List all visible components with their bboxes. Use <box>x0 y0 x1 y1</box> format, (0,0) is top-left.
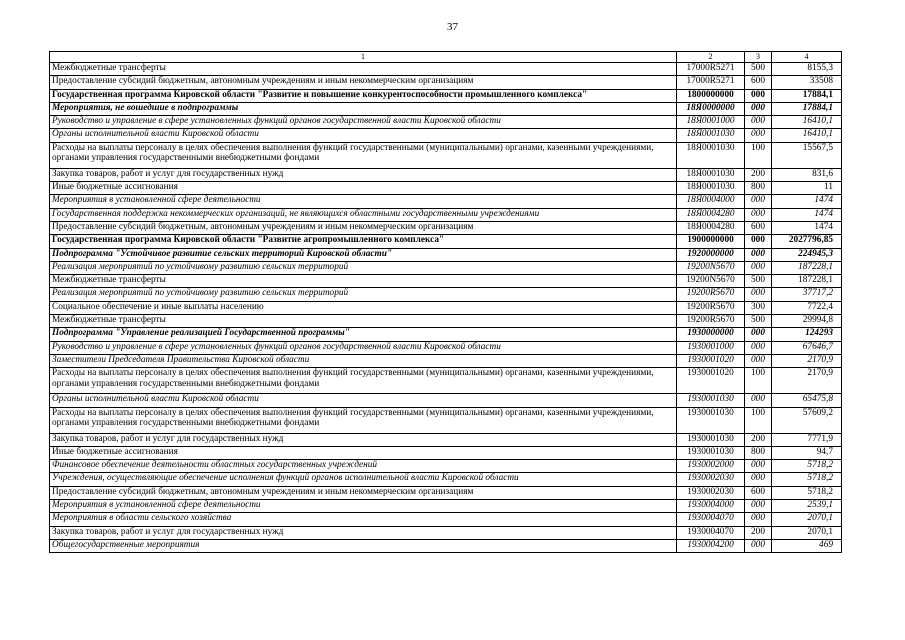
budget-table <box>49 51 842 553</box>
table-row <box>50 433 842 446</box>
row-code-cell: 18Я0001030 <box>677 182 745 195</box>
row-amount-cell: 1474 <box>772 195 842 208</box>
row-name-cell: Мероприятия, не вошедшие в подпрограммы <box>50 102 677 115</box>
row-name-cell: Реализация мероприятий по устойчивому развитию сельских территорий <box>50 288 677 301</box>
row-name-cell: Подпрограмма "Управление реализацией Государственной программы" <box>50 328 677 341</box>
row-code-cell: 18Я0001030 <box>677 129 745 142</box>
row-type-cell: 200 <box>745 526 772 539</box>
row-code-cell: 19200N5670 <box>677 275 745 288</box>
table-row <box>50 235 842 248</box>
table-row <box>50 275 842 288</box>
row-type-cell: 000 <box>745 129 772 142</box>
row-code-cell: 1930001030 <box>677 394 745 407</box>
row-code-cell: 1930001030 <box>677 446 745 459</box>
row-type-cell: 000 <box>745 89 772 102</box>
row-name-cell: Предоставление субсидий бюджетным, автономным учреждениям и иным некоммерческим организациям <box>50 486 677 499</box>
table-header-row <box>50 52 842 63</box>
row-code-cell: 1920000000 <box>677 248 745 261</box>
row-amount-cell: 37717,2 <box>772 288 842 301</box>
row-amount-cell: 2070,1 <box>772 513 842 526</box>
row-type-cell: 000 <box>745 116 772 129</box>
row-name-cell: Мероприятия в установленной сфере деятельности <box>50 500 677 513</box>
row-type-cell: 000 <box>745 248 772 261</box>
row-type-cell: 100 <box>745 142 772 168</box>
row-type-cell: 200 <box>745 433 772 446</box>
row-amount-cell: 8155,3 <box>772 63 842 76</box>
row-code-cell: 18Я0004000 <box>677 195 745 208</box>
row-type-cell: 200 <box>745 168 772 181</box>
header-col-name: 1 <box>50 52 677 63</box>
table-row <box>50 460 842 473</box>
table-row <box>50 221 842 234</box>
table-row <box>50 208 842 221</box>
row-amount-cell: 65475,8 <box>772 394 842 407</box>
row-name-cell: Закупка товаров, работ и услуг для государственных нужд <box>50 433 677 446</box>
row-type-cell: 000 <box>745 261 772 274</box>
table-row <box>50 288 842 301</box>
table-row <box>50 394 842 407</box>
row-code-cell: 1930001020 <box>677 354 745 367</box>
row-amount-cell: 5718,2 <box>772 460 842 473</box>
row-amount-cell: 7771,9 <box>772 433 842 446</box>
header-col-type: 3 <box>745 52 772 63</box>
row-type-cell: 300 <box>745 301 772 314</box>
table-row <box>50 129 842 142</box>
table-row <box>50 168 842 181</box>
row-amount-cell: 17884,1 <box>772 102 842 115</box>
row-name-cell: Руководство и управление в сфере установленных функций органов государственной власти Кировской области <box>50 341 677 354</box>
row-type-cell: 000 <box>745 195 772 208</box>
row-name-cell: Государственная программа Кировской области "Развитие агропромышленного комплекса" <box>50 235 677 248</box>
row-code-cell: 1930002030 <box>677 486 745 499</box>
row-amount-cell: 2170,9 <box>772 368 842 394</box>
table-row <box>50 261 842 274</box>
row-name-cell: Межбюджетные трансферты <box>50 275 677 288</box>
table-row <box>50 89 842 102</box>
row-name-cell: Общегосударственные мероприятия <box>50 539 677 552</box>
row-name-cell: Социальное обеспечение и иные выплаты населению <box>50 301 677 314</box>
row-name-cell: Мероприятия в области сельского хозяйства <box>50 513 677 526</box>
row-type-cell: 000 <box>745 341 772 354</box>
row-name-cell: Закупка товаров, работ и услуг для государственных нужд <box>50 168 677 181</box>
row-amount-cell: 29994,8 <box>772 315 842 328</box>
row-type-cell: 000 <box>745 394 772 407</box>
row-type-cell: 000 <box>745 288 772 301</box>
row-code-cell: 17000R5271 <box>677 76 745 89</box>
row-type-cell: 100 <box>745 368 772 394</box>
row-amount-cell: 57609,2 <box>772 407 842 433</box>
row-amount-cell: 1474 <box>772 208 842 221</box>
row-code-cell: 18Я0001030 <box>677 168 745 181</box>
table-row <box>50 446 842 459</box>
row-type-cell: 800 <box>745 446 772 459</box>
row-code-cell: 17000R5271 <box>677 63 745 76</box>
row-name-cell: Иные бюджетные ассигнования <box>50 446 677 459</box>
header-col-code: 2 <box>677 52 745 63</box>
row-type-cell: 000 <box>745 102 772 115</box>
table-row <box>50 63 842 76</box>
row-amount-cell: 187228,1 <box>772 275 842 288</box>
row-code-cell: 1930001030 <box>677 433 745 446</box>
row-amount-cell: 2027796,85 <box>772 235 842 248</box>
row-code-cell: 1930001020 <box>677 368 745 394</box>
row-name-cell: Реализация мероприятий по устойчивому развитию сельских территорий <box>50 261 677 274</box>
row-code-cell: 18Я0004280 <box>677 208 745 221</box>
row-type-cell: 000 <box>745 513 772 526</box>
row-code-cell: 1930002000 <box>677 460 745 473</box>
row-type-cell: 000 <box>745 328 772 341</box>
table-row <box>50 76 842 89</box>
row-type-cell: 000 <box>745 473 772 486</box>
row-code-cell: 18Я0001030 <box>677 142 745 168</box>
row-code-cell: 19200N5670 <box>677 261 745 274</box>
row-code-cell: 19200R5670 <box>677 288 745 301</box>
row-name-cell: Органы исполнительной власти Кировской области <box>50 129 677 142</box>
row-amount-cell: 469 <box>772 539 842 552</box>
table-row <box>50 473 842 486</box>
row-amount-cell: 7722,4 <box>772 301 842 314</box>
row-name-cell: Предоставление субсидий бюджетным, автономным учреждениям и иным некоммерческим организациям <box>50 76 677 89</box>
row-type-cell: 000 <box>745 235 772 248</box>
row-amount-cell: 67646,7 <box>772 341 842 354</box>
row-amount-cell: 2070,1 <box>772 526 842 539</box>
table-row <box>50 407 842 433</box>
row-amount-cell: 16410,1 <box>772 129 842 142</box>
row-name-cell: Заместители Председателя Правительства Кировской области <box>50 354 677 367</box>
table-row <box>50 513 842 526</box>
row-amount-cell: 11 <box>772 182 842 195</box>
row-code-cell: 18Я0000000 <box>677 102 745 115</box>
page-number: 37 <box>447 21 458 33</box>
row-type-cell: 800 <box>745 182 772 195</box>
table-row <box>50 368 842 394</box>
table-row <box>50 195 842 208</box>
row-code-cell: 1930001000 <box>677 341 745 354</box>
table-row <box>50 526 842 539</box>
row-type-cell: 600 <box>745 486 772 499</box>
row-amount-cell: 5718,2 <box>772 473 842 486</box>
row-name-cell: Закупка товаров, работ и услуг для государственных нужд <box>50 526 677 539</box>
row-code-cell: 1930004070 <box>677 513 745 526</box>
row-code-cell: 1930004070 <box>677 526 745 539</box>
row-code-cell: 18Я0004280 <box>677 221 745 234</box>
row-name-cell: Расходы на выплаты персоналу в целях обеспечения выполнения функций государственными (муниципальными) органами, казенными учреждениями, органами управления государственными внебюджетными фондами <box>50 368 677 394</box>
row-code-cell: 1930004000 <box>677 500 745 513</box>
row-amount-cell: 5718,2 <box>772 486 842 499</box>
row-name-cell: Межбюджетные трансферты <box>50 315 677 328</box>
table-row <box>50 354 842 367</box>
row-type-cell: 100 <box>745 407 772 433</box>
row-type-cell: 500 <box>745 275 772 288</box>
row-type-cell: 000 <box>745 500 772 513</box>
row-amount-cell: 1474 <box>772 221 842 234</box>
row-code-cell: 1930004200 <box>677 539 745 552</box>
table-row <box>50 315 842 328</box>
table-row <box>50 539 842 552</box>
row-amount-cell: 94,7 <box>772 446 842 459</box>
table-row <box>50 116 842 129</box>
row-name-cell: Руководство и управление в сфере установленных функций органов государственной власти Кировской области <box>50 116 677 129</box>
row-code-cell: 1930002030 <box>677 473 745 486</box>
table-row <box>50 500 842 513</box>
row-amount-cell: 2539,1 <box>772 500 842 513</box>
table-row <box>50 102 842 115</box>
table-row <box>50 142 842 168</box>
row-type-cell: 500 <box>745 63 772 76</box>
row-code-cell: 1930000000 <box>677 328 745 341</box>
table-row <box>50 301 842 314</box>
row-amount-cell: 831,6 <box>772 168 842 181</box>
row-amount-cell: 187228,1 <box>772 261 842 274</box>
row-code-cell: 1900000000 <box>677 235 745 248</box>
row-type-cell: 000 <box>745 208 772 221</box>
row-code-cell: 1930001030 <box>677 407 745 433</box>
table-row <box>50 486 842 499</box>
row-name-cell: Мероприятия в установленной сфере деятельности <box>50 195 677 208</box>
row-amount-cell: 2170,9 <box>772 354 842 367</box>
row-code-cell: 19200R5670 <box>677 301 745 314</box>
row-type-cell: 000 <box>745 354 772 367</box>
row-name-cell: Предоставление субсидий бюджетным, автономным учреждениям и иным некоммерческим организациям <box>50 221 677 234</box>
row-name-cell: Финансовое обеспечение деятельности областных государственных учреждений <box>50 460 677 473</box>
row-code-cell: 18Я0001000 <box>677 116 745 129</box>
row-name-cell: Расходы на выплаты персоналу в целях обеспечения выполнения функций государственными (муниципальными) органами, казенными учреждениями, органами управления государственными внебюджетными фондами <box>50 142 677 168</box>
table-row <box>50 328 842 341</box>
row-amount-cell: 224945,3 <box>772 248 842 261</box>
row-amount-cell: 124293 <box>772 328 842 341</box>
row-name-cell: Подпрограмма "Устойчивое развитие сельских территорий Кировской области" <box>50 248 677 261</box>
row-name-cell: Государственная поддержка некоммерческих организаций, не являющихся областными государственными учреждениями <box>50 208 677 221</box>
row-type-cell: 600 <box>745 221 772 234</box>
row-type-cell: 600 <box>745 76 772 89</box>
row-name-cell: Иные бюджетные ассигнования <box>50 182 677 195</box>
row-amount-cell: 33508 <box>772 76 842 89</box>
row-amount-cell: 16410,1 <box>772 116 842 129</box>
row-type-cell: 500 <box>745 315 772 328</box>
row-amount-cell: 15567,5 <box>772 142 842 168</box>
table-row <box>50 182 842 195</box>
row-name-cell: Расходы на выплаты персоналу в целях обеспечения выполнения функций государственными (муниципальными) органами, казенными учреждениями, органами управления государственными внебюджетными фондами <box>50 407 677 433</box>
row-amount-cell: 17884,1 <box>772 89 842 102</box>
row-name-cell: Межбюджетные трансферты <box>50 63 677 76</box>
row-name-cell: Органы исполнительной власти Кировской области <box>50 394 677 407</box>
row-code-cell: 19200R5670 <box>677 315 745 328</box>
row-code-cell: 1800000000 <box>677 89 745 102</box>
table-row <box>50 341 842 354</box>
row-name-cell: Государственная программа Кировской области "Развитие и повышение конкурентоспособности промышленного комплекса" <box>50 89 677 102</box>
table-row <box>50 248 842 261</box>
row-type-cell: 000 <box>745 460 772 473</box>
header-col-amount: 4 <box>772 52 842 63</box>
row-name-cell: Учреждения, осуществляющие обеспечение исполнения функций органов исполнительной власти Кировской области <box>50 473 677 486</box>
row-type-cell: 000 <box>745 539 772 552</box>
